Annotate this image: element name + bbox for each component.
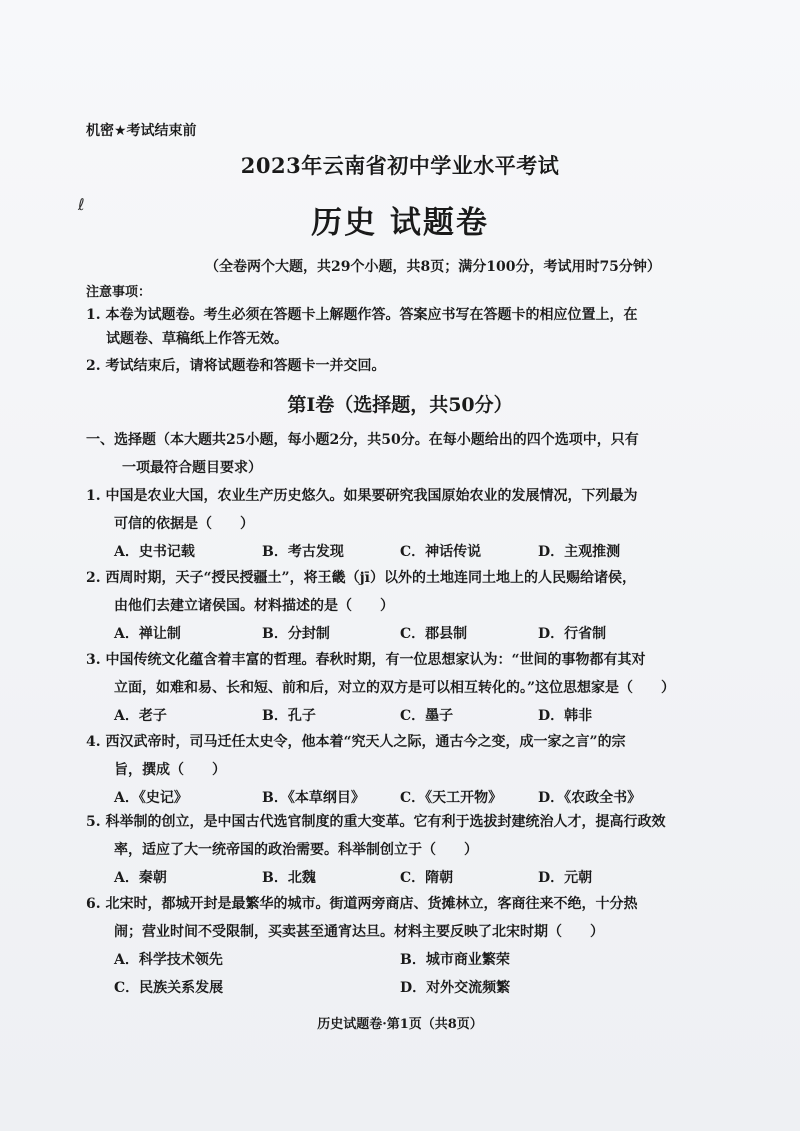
question-stem: 率，适应了大一统帝国的政治需要。科举制创立于（ ）: [114, 842, 478, 858]
question-5: [86, 808, 706, 892]
option-d: D．元朝: [538, 870, 593, 886]
option-d: D．《农政全书》: [538, 790, 642, 806]
question-1: [86, 482, 706, 566]
option-c: C．墨子: [400, 708, 454, 724]
option-a: A．老子: [114, 708, 167, 724]
options-row: [86, 946, 706, 974]
option-a: A．科学技术领先: [114, 952, 223, 968]
question-stem: 2. 西周时期，天子“授民授疆土”，将王畿（jī）以外的土地连同土地上的人民赐给诸侯，: [86, 570, 636, 586]
option-b: B．分封制: [262, 626, 330, 642]
section-heading: [86, 426, 706, 482]
question-4: [86, 728, 706, 812]
option-c: C．神话传说: [400, 544, 482, 560]
page-footer: 历史试题卷·第1页（共8页）: [317, 1017, 483, 1032]
option-d: D．韩非: [538, 708, 593, 724]
question-stem: 6. 北宋时，都城开封是最繁华的城市。街道两旁商店、货摊林立，客商往来不绝，十分热: [86, 896, 638, 912]
question-stem: 5. 科举制的创立，是中国古代选官制度的重大变革。它有利于选拔封建统治人才，提高行政效: [86, 814, 666, 830]
option-a: A．禅让制: [114, 626, 181, 642]
section-title: 第Ⅰ卷（选择题，共50分）: [287, 394, 513, 416]
question-stem: 闹；营业时间不受限制，买卖甚至通宵达旦。材料主要反映了北宋时期（ ）: [114, 924, 604, 940]
options-row: [86, 864, 706, 892]
option-a: A．史书记载: [114, 544, 195, 560]
options-row: [86, 974, 706, 1002]
option-b: B．《本草纲目》: [262, 790, 365, 806]
question-6: [86, 890, 706, 1002]
option-c: C．民族关系发展: [114, 980, 224, 996]
note-item: [86, 303, 706, 351]
stray-mark: ℓ: [78, 195, 85, 214]
notes-title: 注意事项：: [86, 285, 152, 300]
options-row: [86, 620, 706, 648]
question-stem: 1. 中国是农业大国，农业生产历史悠久。如果要研究我国原始农业的发展情况，下列最为: [86, 488, 638, 504]
question-stem: 旨，撰成（ ）: [114, 762, 226, 778]
question-2: [86, 564, 706, 648]
option-b: B．孔子: [262, 708, 316, 724]
confidential-label: 机密★考试结束前: [86, 123, 197, 139]
option-a: A．《史记》: [114, 790, 188, 806]
subject-title: 历史 试题卷: [311, 205, 489, 241]
section-heading-line: 一、选择题（本大题共25小题，每小题2分，共50分。在每小题给出的四个选项中，只有: [86, 432, 639, 448]
option-d: D．主观推测: [538, 544, 621, 560]
notes-block: [86, 281, 706, 378]
option-d: D．行省制: [538, 626, 607, 642]
question-stem: 可信的依据是（ ）: [114, 516, 254, 532]
note-line: 试题卷、草稿纸上作答无效。: [106, 331, 288, 347]
exam-title: 2023年云南省初中学业水平考试: [240, 153, 560, 178]
question-stem: 3. 中国传统文化蕴含着丰富的哲理。春秋时期，有一位思想家认为：“世间的事物都有其对: [86, 652, 646, 668]
option-d: D．对外交流频繁: [400, 980, 511, 996]
exam-info: （全卷两个大题，共29个小题，共8页；满分100分，考试用时75分钟）: [205, 259, 661, 275]
section-heading-line: 一项最符合题目要求）: [122, 460, 262, 476]
option-c: C．隋朝: [400, 870, 454, 886]
option-b: B．考古发现: [262, 544, 344, 560]
question-stem: 由他们去建立诸侯国。材料描述的是（ ）: [114, 598, 394, 614]
options-row: [86, 702, 706, 730]
option-b: B．城市商业繁荣: [400, 952, 510, 968]
note-line: 1. 本卷为试题卷。考生必须在答题卡上解题作答。答案应书写在答题卡的相应位置上，在: [86, 307, 638, 323]
question-3: [86, 646, 706, 730]
option-c: C．《天工开物》: [400, 790, 503, 806]
option-c: C．郡县制: [400, 626, 468, 642]
note-item: [86, 354, 706, 378]
options-row: [86, 538, 706, 566]
question-stem: 4. 西汉武帝时，司马迁任太史令，他本着“究天人之际，通古今之变，成一家之言”的宗: [86, 734, 626, 750]
option-b: B．北魏: [262, 870, 316, 886]
note-line: 2. 考试结束后，请将试题卷和答题卡一并交回。: [86, 358, 386, 374]
question-stem: 立面，如难和易、长和短、前和后，对立的双方是可以相互转化的。”这位思想家是（ ）: [114, 680, 676, 696]
option-a: A．秦朝: [114, 870, 167, 886]
